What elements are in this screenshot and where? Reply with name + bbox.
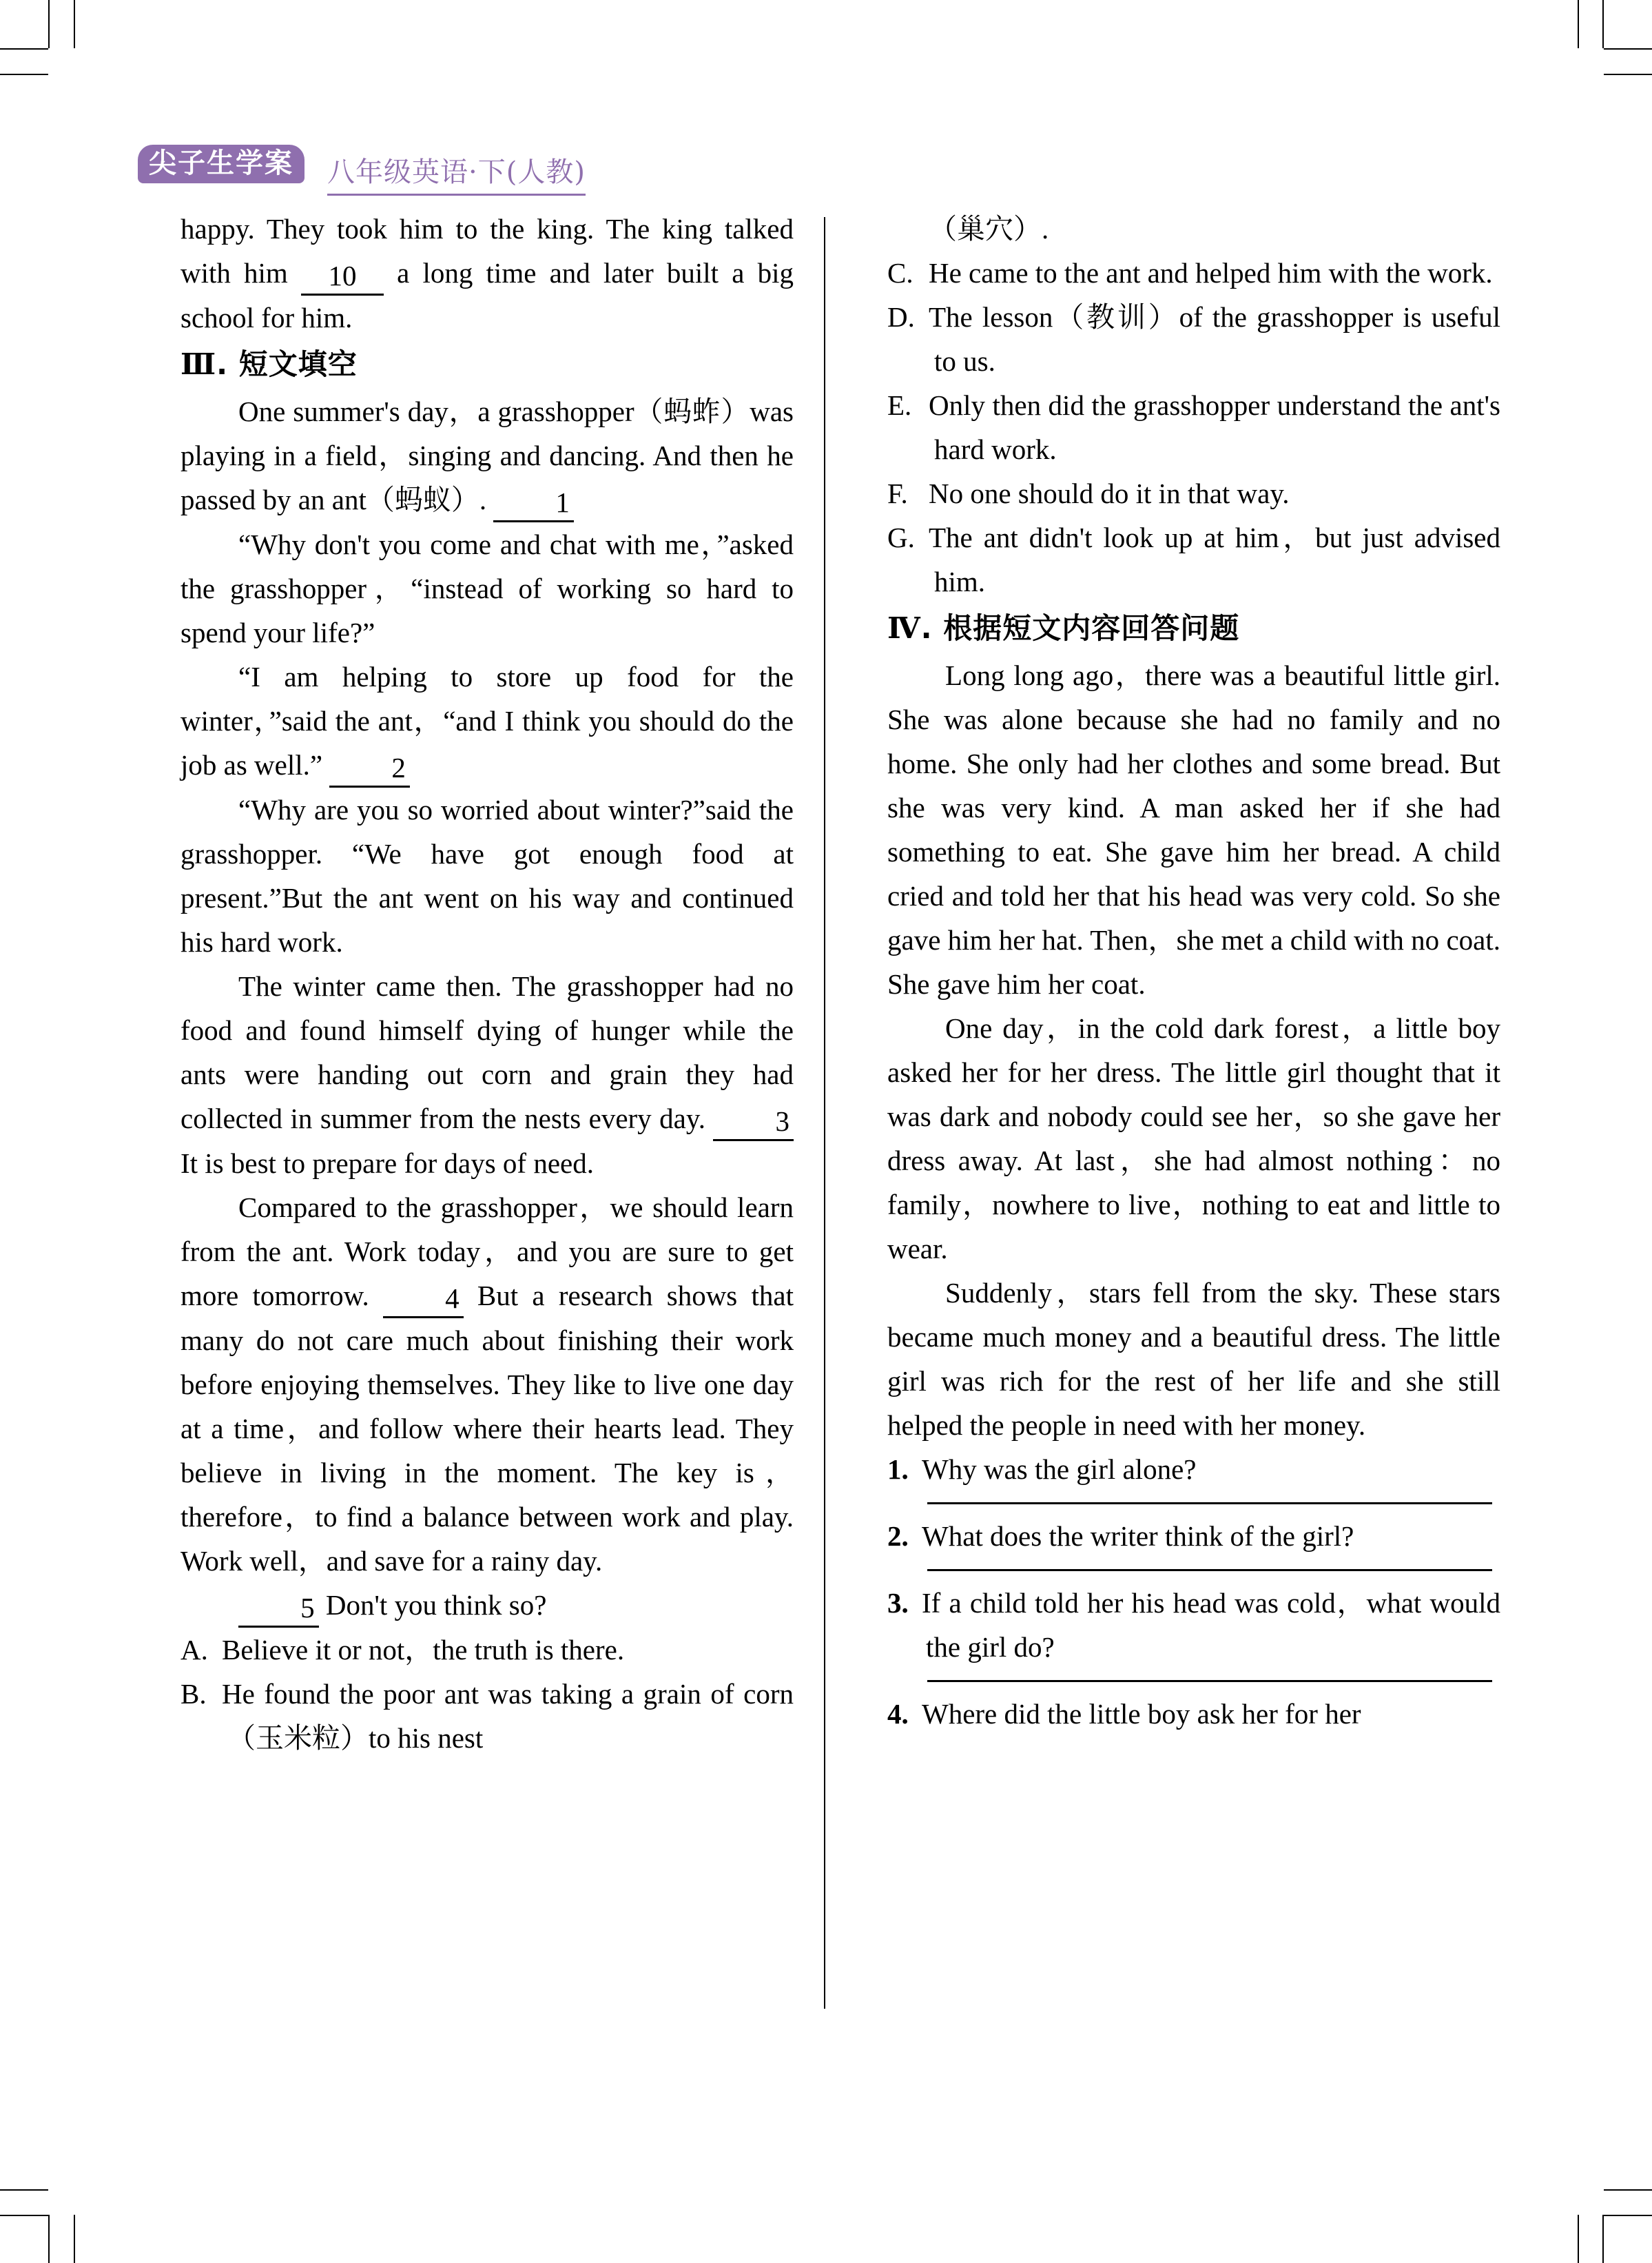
question-2: [887, 1514, 1500, 1558]
option-b-continuation-text: （巢穴）.: [929, 213, 1049, 245]
page-header: [138, 131, 1447, 193]
option-g[interactable]: [887, 515, 1500, 604]
cloze-p7-after: Don't you think so?: [325, 1589, 547, 1621]
option-a-text: Believe it or not，the truth is there.: [222, 1634, 625, 1666]
reading-paragraph-3: Suddenly，stars fell from the sky. These stars became much money and a beautiful dress. The little girl was rich for the rest of her life and she still helped the people in need with her money.: [887, 1277, 1500, 1441]
question-2-number: 2.: [887, 1520, 909, 1552]
section-heading-4: [887, 604, 1500, 653]
blank-4[interactable]: 4: [383, 1280, 464, 1318]
column-divider: [824, 217, 825, 2009]
crop-mark-bottom-left-inner-horizontal: [0, 2189, 48, 2191]
option-f[interactable]: [887, 471, 1500, 515]
cloze-p4-text: “Why are you so worried about winter?”said the grasshopper. “We have got enough food at present.”But the ant went on his way and continued his hard work.: [180, 794, 794, 958]
question-1-text: Why was the girl alone?: [922, 1453, 1197, 1485]
option-e[interactable]: [887, 383, 1500, 471]
question-1: [887, 1447, 1500, 1491]
cloze-p6-before: Compared to the grasshopper，we should learn from the ant. Work today，and you are sure to get more tomorrow.: [180, 1191, 794, 1311]
cloze-p5-after: It is best to prepare for days of need.: [180, 1147, 594, 1179]
cloze-p5-before: The winter came then. The grasshopper had no food and found himself dying of hunger while the ants were handing out corn and grain they had collected in summer from the nests every day.: [180, 970, 794, 1134]
section-heading-3: [180, 340, 794, 389]
option-d-text: The lesson（教训）of the grasshopper is useful to us.: [929, 301, 1500, 377]
option-b-continuation: [887, 207, 1500, 251]
reading-paragraph-2: One day，in the cold dark forest，a little boy asked her for her dress. The little girl thought that it was dark and nobody could see her，so she gave her dress away. At last，she had almost nothing：no family，nowhere to live，nothing to eat and little to wear.: [887, 1012, 1500, 1264]
question-3: [887, 1581, 1500, 1669]
section-3-numeral: Ⅲ: [180, 347, 217, 381]
crop-mark-top-right-vertical: [1578, 0, 1579, 48]
crop-mark-top-left-inner-vertical: [74, 0, 75, 48]
option-c-label: C.: [887, 257, 913, 289]
option-b[interactable]: [180, 1672, 794, 1760]
cloze-p1-text: One summer's day，a grasshopper（蚂蚱）was playing in a field，singing and dancing. And then he passed by an ant（蚂蚁）.: [180, 396, 794, 515]
left-column: [180, 207, 794, 1760]
cloze-paragraph-6: [180, 1185, 794, 1583]
option-f-text: No one should do it in that way.: [929, 478, 1290, 509]
option-d-label: D.: [887, 301, 915, 333]
option-a[interactable]: [180, 1628, 794, 1672]
crop-mark-top-left-horizontal: [0, 48, 48, 50]
option-g-text: The ant didn't look up at him，but just advised him.: [929, 522, 1500, 597]
question-4-text: Where did the little boy ask her for her: [922, 1698, 1361, 1730]
cloze-paragraph-5: [180, 964, 794, 1185]
crop-mark-bottom-right-inner-vertical: [1602, 2215, 1604, 2263]
crop-mark-top-right-inner-vertical: [1602, 0, 1604, 48]
section-3-title: . 短文填空: [216, 347, 358, 381]
blank-5[interactable]: 5: [238, 1590, 319, 1628]
blank-10[interactable]: 10: [301, 258, 384, 296]
blank-3[interactable]: 3: [713, 1103, 794, 1141]
option-c-text: He came to the ant and helped him with the work.: [929, 257, 1493, 289]
option-g-label: G.: [887, 522, 915, 553]
option-e-label: E.: [887, 389, 912, 421]
crop-mark-bottom-left-inner-vertical: [74, 2215, 75, 2263]
crop-mark-bottom-left-horizontal: [0, 2215, 48, 2216]
subject-title: 八年级英语·下(人教): [327, 150, 586, 196]
cloze-p3-text: “I am helping to store up food for the winter，”said the ant，“and I think you should do the job as well.”: [180, 661, 794, 781]
question-3-number: 3.: [887, 1587, 909, 1619]
option-c[interactable]: [887, 251, 1500, 295]
cloze-paragraph-7: [180, 1583, 794, 1628]
crop-mark-top-right-horizontal: [1604, 48, 1652, 50]
right-column: [887, 207, 1500, 1736]
answer-line-3[interactable]: [927, 1680, 1492, 1682]
blank-1[interactable]: 1: [493, 484, 574, 522]
continued-passage-after: a long time and later built a big school for him.: [180, 257, 794, 334]
continued-passage: [180, 207, 794, 340]
cloze-p6-after: But a research shows that many do not care much about finishing their work before enjoying themselves. They like to live one day at a time，and follow where their hearts lead. They believe in living in the moment. The key is，therefore，to find a balance between work and play. Work well，and save for a rainy day.: [180, 1280, 794, 1577]
blank-2[interactable]: 2: [329, 750, 410, 788]
option-a-label: A.: [180, 1634, 208, 1666]
crop-mark-top-left-inner-horizontal: [0, 74, 48, 75]
crop-mark-bottom-right-vertical: [1578, 2215, 1579, 2263]
answer-line-1[interactable]: [927, 1502, 1492, 1504]
cloze-paragraph-3: [180, 655, 794, 788]
section-4-title: . 根据短文内容回答问题: [920, 611, 1240, 645]
question-3-text: If a child told her his head was cold，what would the girl do?: [922, 1587, 1500, 1663]
crop-mark-top-right-inner-horizontal: [1604, 74, 1652, 75]
reading-paragraph-1: Long long ago，there was a beautiful little girl. She was alone because she had no family and no home. She only had her clothes and some bread. But she was very kind. A man asked her if she had something to eat. She gave him her bread. A child cried and told her that his head was very cold. So she gave him her hat. Then，she met a child with no coat. She gave him her coat.: [887, 659, 1500, 1000]
crop-mark-bottom-left-vertical: [48, 2215, 50, 2263]
brand-badge: 尖子生学案: [138, 145, 304, 183]
option-f-label: F.: [887, 478, 908, 509]
question-1-number: 1.: [887, 1453, 909, 1485]
answer-line-2[interactable]: [927, 1569, 1492, 1571]
cloze-p2-text: “Why don't you come and chat with me，”asked the grasshopper，“instead of working so hard to spend your life?”: [180, 529, 794, 648]
option-b-text: He found the poor ant was taking a grain of corn（玉米粒）to his nest: [222, 1678, 794, 1754]
cloze-paragraph-1: [180, 389, 794, 522]
crop-mark-top-left-vertical: [48, 0, 50, 48]
crop-mark-bottom-right-inner-horizontal: [1604, 2189, 1652, 2191]
section-4-numeral: Ⅳ: [887, 611, 921, 645]
crop-mark-bottom-right-horizontal: [1604, 2215, 1652, 2216]
cloze-paragraph-4: [180, 788, 794, 964]
question-4-number: 4.: [887, 1698, 909, 1730]
option-e-text: Only then did the grasshopper understand the ant's hard work.: [929, 389, 1500, 465]
question-2-text: What does the writer think of the girl?: [922, 1520, 1354, 1552]
continued-passage-before: happy. They took him to the king. The king talked with him: [180, 213, 794, 289]
option-b-label: B.: [180, 1678, 207, 1710]
cloze-paragraph-2: [180, 522, 794, 655]
question-4: [887, 1692, 1500, 1736]
option-d[interactable]: [887, 295, 1500, 383]
